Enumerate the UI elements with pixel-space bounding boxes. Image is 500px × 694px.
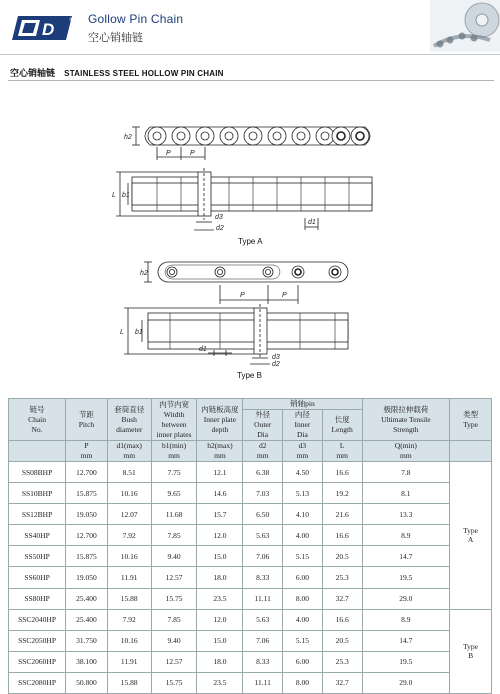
cell-width: 9.40 xyxy=(151,546,197,567)
cell-pitch: 25.400 xyxy=(66,588,108,609)
table-row xyxy=(9,462,492,483)
cell-bush: 10.16 xyxy=(107,630,151,651)
cell-inner: 6.00 xyxy=(283,567,323,588)
cell-chain: SS12BHP xyxy=(9,504,66,525)
brand-name-cn: 空心销轴链 xyxy=(88,31,143,44)
cell-outer: 7.03 xyxy=(243,483,283,504)
cell-strength: 29.0 xyxy=(362,588,450,609)
cell-length: 25.3 xyxy=(322,651,362,672)
type-b-side-view xyxy=(144,262,348,304)
type-b-top-view xyxy=(124,304,348,364)
cell-bush: 7.92 xyxy=(107,609,151,630)
cell-length: 25.3 xyxy=(322,567,362,588)
cell-strength: 14.7 xyxy=(362,546,450,567)
label-b1-a: b1 xyxy=(122,192,130,199)
cell-depth: 15.0 xyxy=(197,630,243,651)
col-plate-depth: 内链板高度 Inner plate depth xyxy=(197,399,243,441)
table-row xyxy=(9,630,492,651)
table-row xyxy=(9,651,492,672)
cell-bush: 8.51 xyxy=(107,462,151,483)
section-divider xyxy=(8,80,494,81)
cell-inner: 6.00 xyxy=(283,651,323,672)
label-p2-b: P xyxy=(282,292,287,299)
cell-inner: 4.00 xyxy=(283,609,323,630)
col-outer-dia: 外径 Outer Dia xyxy=(243,410,283,441)
cell-depth: 14.6 xyxy=(197,483,243,504)
table-row xyxy=(9,546,492,567)
cell-inner: 4.00 xyxy=(283,525,323,546)
brand-logo xyxy=(12,14,74,42)
col-tensile: 极限拉伸载荷 Ultimate Tensile Strength xyxy=(362,399,450,441)
cell-strength: 19.5 xyxy=(362,567,450,588)
cell-width: 12.57 xyxy=(151,651,197,672)
cell-inner: 8.00 xyxy=(283,588,323,609)
cell-pitch: 19.050 xyxy=(66,504,108,525)
cell-bush: 10.16 xyxy=(107,546,151,567)
cell-outer: 8.33 xyxy=(243,651,283,672)
table-row xyxy=(9,525,492,546)
cell-bush: 15.88 xyxy=(107,588,151,609)
cell-depth: 18.0 xyxy=(197,651,243,672)
unit-outer-dia: d2 mm xyxy=(243,441,283,462)
label-h2-b: h2 xyxy=(140,270,148,277)
cell-bush: 11.91 xyxy=(107,651,151,672)
cell-chain: SS40HP xyxy=(9,525,66,546)
cell-pitch: 12.700 xyxy=(66,525,108,546)
label-d2-a: d2 xyxy=(216,225,224,232)
col-length: 长度 Length xyxy=(322,410,362,441)
table-row xyxy=(9,609,492,630)
cell-bush: 12.07 xyxy=(107,504,151,525)
cell-length: 16.6 xyxy=(322,525,362,546)
cell-chain: SS10BHP xyxy=(9,483,66,504)
brand-name-en: Gollow Pin Chain xyxy=(88,12,184,26)
unit-inner-dia: d3 mm xyxy=(283,441,323,462)
cell-depth: 23.5 xyxy=(197,588,243,609)
cell-outer: 11.11 xyxy=(243,588,283,609)
cell-depth: 12.0 xyxy=(197,609,243,630)
cell-length: 16.6 xyxy=(322,462,362,483)
unit-pitch: P mm xyxy=(66,441,108,462)
label-l-b: L xyxy=(120,329,124,336)
section-title xyxy=(10,66,224,79)
cell-pitch: 15.875 xyxy=(66,483,108,504)
cell-length: 20.5 xyxy=(322,546,362,567)
label-p1-a: P xyxy=(166,150,171,157)
cell-chain: SS80HP xyxy=(9,588,66,609)
col-inner-dia: 内径 Inner Dia xyxy=(283,410,323,441)
logo-letter: D xyxy=(42,20,55,39)
cell-length: 32.7 xyxy=(322,672,362,693)
chain-decoration-image xyxy=(430,0,500,52)
cell-width: 7.85 xyxy=(151,525,197,546)
type-a-caption: Type A xyxy=(238,237,263,246)
spec-table xyxy=(8,398,492,694)
label-d2-b: d2 xyxy=(272,361,280,368)
cell-strength: 14.7 xyxy=(362,630,450,651)
cell-depth: 12.0 xyxy=(197,525,243,546)
cell-bush: 10.16 xyxy=(107,483,151,504)
unit-tensile: Q(min) mm xyxy=(362,441,450,462)
cell-chain: SS50HP xyxy=(9,546,66,567)
cell-chain: SS08BHP xyxy=(9,462,66,483)
units-row xyxy=(9,441,492,462)
cell-length: 21.6 xyxy=(322,504,362,525)
label-l-a: L xyxy=(112,192,116,199)
cell-outer: 11.11 xyxy=(243,672,283,693)
cell-length: 20.5 xyxy=(322,630,362,651)
cell-outer: 7.06 xyxy=(243,630,283,651)
cell-length: 16.6 xyxy=(322,609,362,630)
cell-width: 15.75 xyxy=(151,588,197,609)
label-d3-a: d3 xyxy=(215,214,223,221)
cell-inner: 5.15 xyxy=(283,630,323,651)
col-group-pin: 销轴pin xyxy=(243,399,362,410)
svg-text:®: ® xyxy=(69,17,73,22)
cell-length: 32.7 xyxy=(322,588,362,609)
table-row xyxy=(9,483,492,504)
cell-depth: 15.7 xyxy=(197,504,243,525)
type-a-top-view xyxy=(116,168,372,230)
cell-pitch: 50.800 xyxy=(66,672,108,693)
cell-strength: 7.8 xyxy=(362,462,450,483)
cell-depth: 12.1 xyxy=(197,462,243,483)
spec-table-body xyxy=(9,462,492,694)
cell-bush: 7.92 xyxy=(107,525,151,546)
table-row xyxy=(9,672,492,693)
table-row xyxy=(9,567,492,588)
cell-type-group: Type A xyxy=(450,462,492,610)
label-d3-b: d3 xyxy=(272,354,280,361)
cell-width: 7.85 xyxy=(151,609,197,630)
type-b-caption: Type B xyxy=(237,371,262,380)
cell-pitch: 25.400 xyxy=(66,609,108,630)
cell-outer: 6.38 xyxy=(243,462,283,483)
cell-chain: SS60HP xyxy=(9,567,66,588)
cell-depth: 18.0 xyxy=(197,567,243,588)
col-pitch: 节距 Pitch xyxy=(66,399,108,441)
cell-length: 19.2 xyxy=(322,483,362,504)
cell-width: 12.57 xyxy=(151,567,197,588)
cell-pitch: 31.750 xyxy=(66,630,108,651)
label-p2-a: P xyxy=(190,150,195,157)
cell-chain: SSC2040HP xyxy=(9,609,66,630)
cell-pitch: 12.700 xyxy=(66,462,108,483)
section-title-en: STAINLESS STEEL HOLLOW PIN CHAIN xyxy=(64,69,224,78)
cell-width: 11.68 xyxy=(151,504,197,525)
cell-strength: 29.0 xyxy=(362,672,450,693)
label-b1-b: b1 xyxy=(135,329,143,336)
label-h2-a: h2 xyxy=(124,134,132,141)
cell-strength: 13.3 xyxy=(362,504,450,525)
cell-chain: SSC2060HP xyxy=(9,651,66,672)
cell-inner: 8.00 xyxy=(283,672,323,693)
table-row xyxy=(9,504,492,525)
cell-outer: 5.63 xyxy=(243,525,283,546)
label-p1-b: P xyxy=(240,292,245,299)
cell-width: 7.75 xyxy=(151,462,197,483)
page-header xyxy=(0,0,500,56)
cell-inner: 4.50 xyxy=(283,462,323,483)
cell-chain: SSC2050HP xyxy=(9,630,66,651)
section-title-cn: 空心销轴链 xyxy=(10,69,56,79)
cell-pitch: 38.100 xyxy=(66,651,108,672)
cell-outer: 8.33 xyxy=(243,567,283,588)
header-divider xyxy=(0,54,500,55)
cell-bush: 15.88 xyxy=(107,672,151,693)
unit-bush: d1(max) mm xyxy=(107,441,151,462)
label-d1-b: d1 xyxy=(199,346,207,353)
cell-strength: 8.9 xyxy=(362,525,450,546)
col-type: 类型 Type xyxy=(450,399,492,441)
unit-length: L mm xyxy=(322,441,362,462)
cell-outer: 5.63 xyxy=(243,609,283,630)
cell-pitch: 19.050 xyxy=(66,567,108,588)
col-chain-no: 链号 Chain No. xyxy=(9,399,66,441)
table-row xyxy=(9,588,492,609)
cell-inner: 5.15 xyxy=(283,546,323,567)
cell-bush: 11.91 xyxy=(107,567,151,588)
cell-strength: 8.9 xyxy=(362,609,450,630)
cell-strength: 8.1 xyxy=(362,483,450,504)
label-d1-a: d1 xyxy=(308,219,316,226)
cell-outer: 7.06 xyxy=(243,546,283,567)
cell-width: 9.65 xyxy=(151,483,197,504)
unit-inner-width: b1(min) mm xyxy=(151,441,197,462)
header-row xyxy=(9,399,492,410)
cell-depth: 23.5 xyxy=(197,672,243,693)
cell-pitch: 15.875 xyxy=(66,546,108,567)
cell-depth: 15.0 xyxy=(197,546,243,567)
cell-width: 15.75 xyxy=(151,672,197,693)
unit-chain xyxy=(9,441,66,462)
unit-plate-depth: h2(max) mm xyxy=(197,441,243,462)
col-inner-width: 内节内宽 Witdth between inner plates xyxy=(151,399,197,441)
cell-chain: SSC2080HP xyxy=(9,672,66,693)
cell-type-group: Type B xyxy=(450,609,492,693)
cell-width: 9.40 xyxy=(151,630,197,651)
type-a-rollers xyxy=(148,127,369,145)
cell-strength: 19.5 xyxy=(362,651,450,672)
unit-type xyxy=(450,441,492,462)
cell-outer: 6.50 xyxy=(243,504,283,525)
col-bush: 套筒直径 Bush diameter xyxy=(107,399,151,441)
cell-inner: 4.10 xyxy=(283,504,323,525)
cell-inner: 5.13 xyxy=(283,483,323,504)
